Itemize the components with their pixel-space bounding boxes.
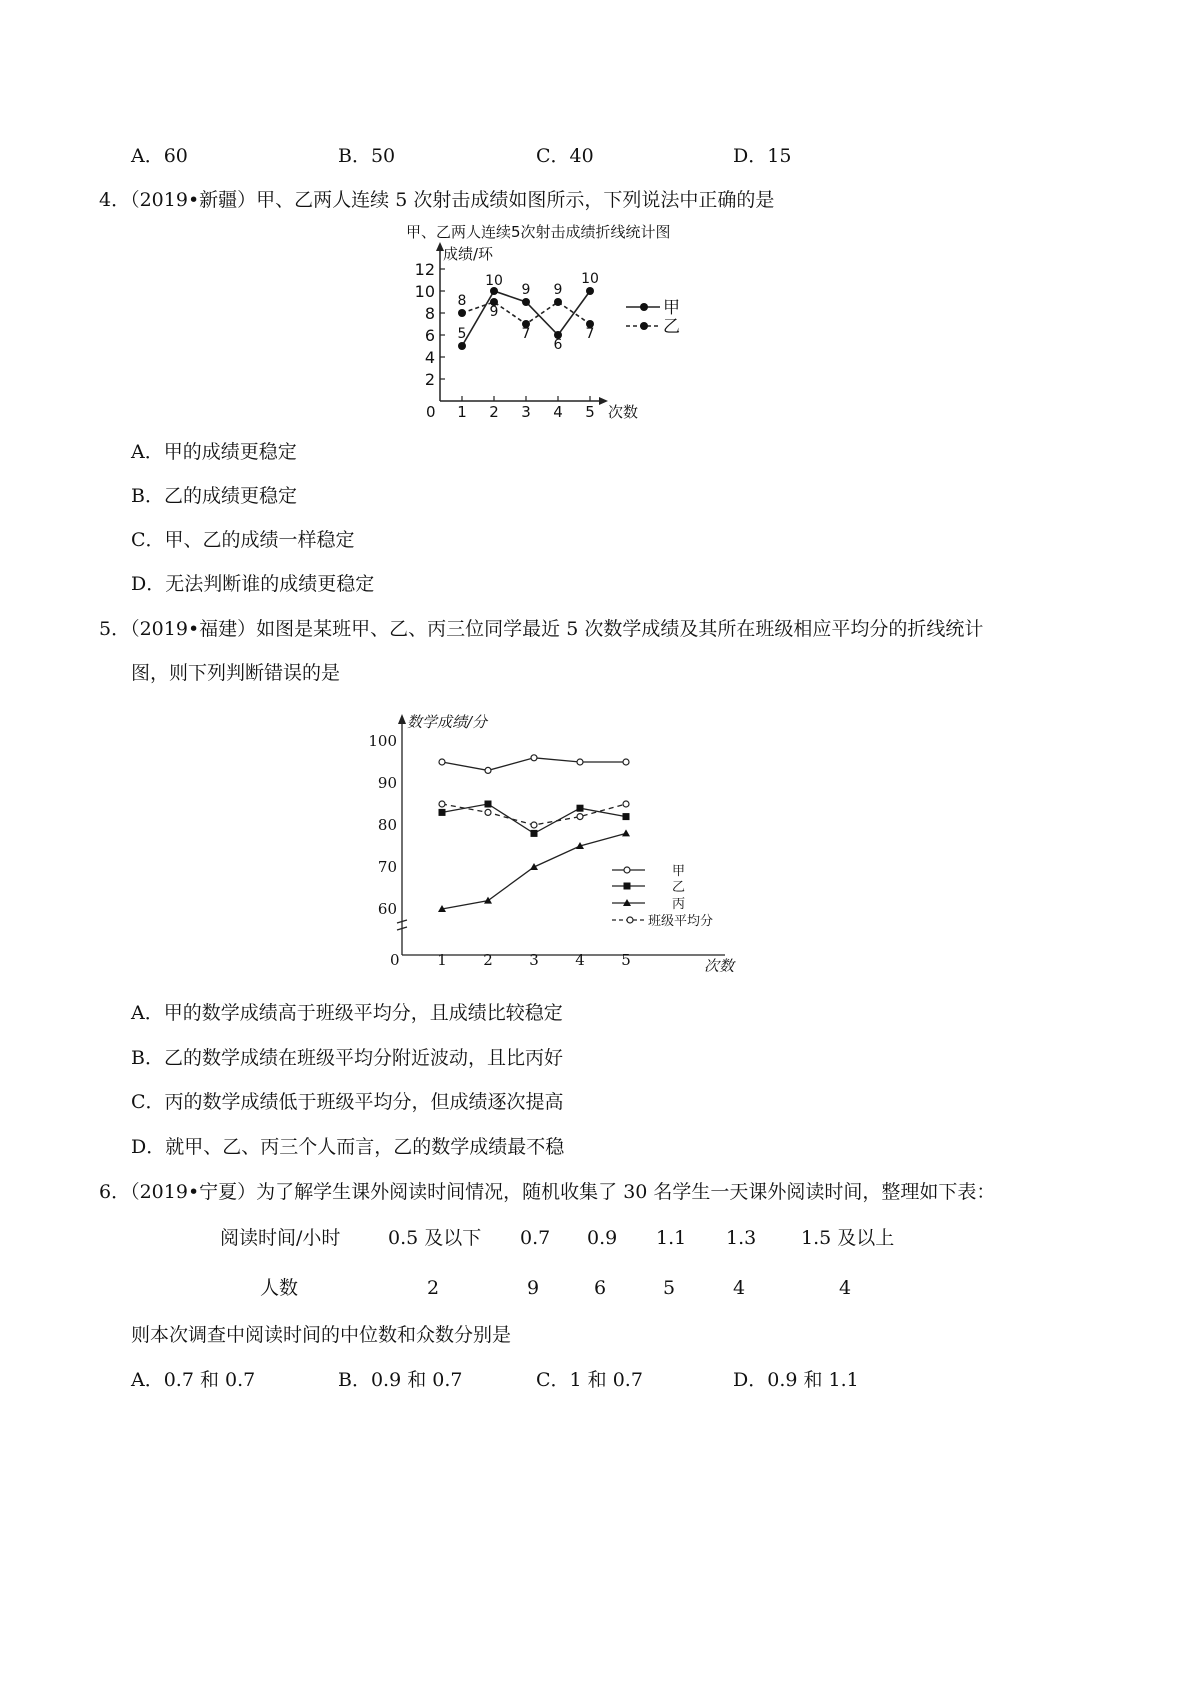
table-cell: 9 bbox=[527, 1277, 540, 1299]
table-header-cell: 0.7 bbox=[520, 1227, 551, 1249]
chart1-y-tick-label: 12 bbox=[414, 260, 435, 279]
chart1-x-tick-label: 5 bbox=[585, 403, 595, 421]
chart2-data-point bbox=[531, 822, 537, 828]
chart1-x-tick-label: 2 bbox=[489, 403, 499, 421]
table-header-cell: 0.5 及以下 bbox=[388, 1227, 482, 1249]
chart2-legend-label-jia: 甲 bbox=[672, 864, 686, 879]
chart1-y-tick-label: 8 bbox=[424, 304, 435, 323]
chart2-legend-marker-yi bbox=[624, 883, 631, 890]
chart1-legend-label-jia: 甲 bbox=[663, 298, 680, 318]
chart2-x-tick-label: 3 bbox=[529, 951, 539, 969]
chart1-data-label: 7 bbox=[585, 326, 595, 342]
chart2-data-point bbox=[485, 809, 491, 815]
chart2-data-point bbox=[439, 759, 445, 765]
chart2-legend bbox=[612, 864, 713, 929]
q5-stem-line1: 5．（2019•福建）如图是某班甲、乙、丙三位同学最近 5 次数学成绩及其所在班级相应平均分的折线统计 bbox=[99, 618, 984, 640]
chart2-data-point bbox=[485, 801, 492, 808]
chart2-data-point bbox=[623, 759, 629, 765]
chart1-legend-label-yi: 乙 bbox=[663, 317, 680, 337]
table-row-label-count: 人数 bbox=[260, 1277, 299, 1299]
q5-option-a: A．甲的数学成绩高于班级平均分，且成绩比较稳定 bbox=[131, 1002, 563, 1024]
chart1-data-label: 6 bbox=[553, 337, 563, 353]
table-header-cell: 0.9 bbox=[587, 1227, 618, 1249]
chart2-data-point bbox=[623, 801, 629, 807]
chart2-data-point bbox=[577, 805, 584, 812]
chart2-legend-label-avg: 班级平均分 bbox=[648, 914, 714, 929]
chart2-data-point bbox=[622, 829, 630, 836]
chart2-y-tick-label: 100 bbox=[368, 732, 397, 750]
chart2-y-arrow bbox=[398, 714, 406, 724]
chart2-legend-label-bing: 丙 bbox=[672, 897, 686, 912]
chart2-y-axis-label: 数学成绩/分 bbox=[407, 713, 488, 731]
chart2-data-point bbox=[439, 809, 446, 816]
chart2-x-tick-label: 4 bbox=[575, 951, 585, 969]
q5-stem-line2: 图，则下列判断错误的是 bbox=[131, 662, 341, 684]
chart2-data-point bbox=[577, 814, 583, 820]
chart2-data-point bbox=[485, 767, 491, 773]
chart2-series-line bbox=[442, 833, 626, 909]
table-cell: 4 bbox=[839, 1277, 852, 1299]
chart1-data-point bbox=[458, 309, 466, 317]
chart1-data-label: 5 bbox=[457, 326, 467, 342]
q3-option-d: D．15 bbox=[733, 145, 792, 167]
chart2-legend-label-yi: 乙 bbox=[672, 880, 686, 895]
table-cell: 5 bbox=[663, 1277, 676, 1299]
table-cell: 2 bbox=[427, 1277, 440, 1299]
table-header-cell: 1.5 及以上 bbox=[801, 1227, 895, 1249]
chart1-data-label: 7 bbox=[521, 326, 531, 342]
table-cell: 6 bbox=[594, 1277, 607, 1299]
chart1-title: 甲、乙两人连续5次射击成绩折线统计图 bbox=[406, 223, 671, 241]
table-header-cell: 1.3 bbox=[726, 1227, 757, 1249]
chart2-x-axis-label: 次数 bbox=[704, 957, 735, 975]
chart1-data-label: 8 bbox=[457, 293, 467, 309]
chart1-x-tick-label: 3 bbox=[521, 403, 531, 421]
chart1-origin-label: 0 bbox=[426, 403, 436, 421]
chart1-y-tick-label: 2 bbox=[424, 370, 435, 389]
chart2-origin-label: 0 bbox=[390, 951, 400, 969]
chart2-data-point bbox=[531, 755, 537, 761]
chart1-y-axis-label: 成绩/环 bbox=[443, 245, 494, 263]
chart1-data-label: 9 bbox=[489, 304, 499, 320]
chart1-x-axis-label: 次数 bbox=[608, 403, 639, 421]
chart1-data-point bbox=[586, 287, 594, 295]
chart1-legend bbox=[626, 298, 680, 337]
q6-option-d: D．0.9 和 1.1 bbox=[733, 1369, 859, 1391]
chart1-data-label: 10 bbox=[581, 271, 599, 287]
q6-option-a: A．0.7 和 0.7 bbox=[131, 1369, 256, 1391]
table-cell: 4 bbox=[733, 1277, 746, 1299]
chart2-data-point bbox=[531, 830, 538, 837]
chart2-data-point bbox=[439, 801, 445, 807]
chart2-x-tick-label: 5 bbox=[621, 951, 631, 969]
chart1-data-point bbox=[458, 342, 466, 350]
q6-question: 则本次调查中阅读时间的中位数和众数分别是 bbox=[131, 1324, 512, 1346]
chart1-x-arrow bbox=[599, 397, 608, 405]
q5-option-d: D．就甲、乙、丙三个人而言，乙的数学成绩最不稳 bbox=[131, 1136, 565, 1158]
q5-option-c: C．丙的数学成绩低于班级平均分，但成绩逐次提高 bbox=[131, 1091, 564, 1113]
chart2-data-point bbox=[530, 863, 538, 870]
q6-stem: 6．（2019•宁夏）为了解学生课外阅读时间情况，随机收集了 30 名学生一天课外阅读时间，整理如下表： bbox=[99, 1181, 996, 1203]
chart1-data-label: 9 bbox=[553, 282, 563, 298]
chart1-legend-marker-yi bbox=[640, 322, 648, 330]
chart2-legend-marker-avg bbox=[627, 917, 633, 923]
q3-option-a: A．60 bbox=[131, 145, 188, 167]
q3-option-c: C．40 bbox=[536, 145, 594, 167]
q6-option-c: C．1 和 0.7 bbox=[536, 1369, 643, 1391]
q4-stem: 4．（2019•新疆）甲、乙两人连续 5 次射击成绩如图所示，下列说法中正确的是 bbox=[99, 189, 775, 211]
shooting-score-chart bbox=[400, 218, 720, 424]
chart1-data-point bbox=[522, 298, 530, 306]
chart2-y-tick-label: 60 bbox=[377, 900, 397, 918]
chart2-legend-marker-jia bbox=[624, 867, 630, 873]
q4-option-b: B．乙的成绩更稳定 bbox=[131, 485, 297, 507]
chart2-y-tick-label: 80 bbox=[377, 816, 397, 834]
chart2-data-point bbox=[577, 759, 583, 765]
chart2-x-tick-label: 1 bbox=[437, 951, 447, 969]
chart2-data-point bbox=[623, 813, 630, 820]
q4-option-a: A．甲的成绩更稳定 bbox=[131, 441, 297, 463]
chart2-y-tick-label: 70 bbox=[377, 858, 397, 876]
table-header-reading-time: 阅读时间/小时 bbox=[220, 1227, 341, 1249]
chart1-legend-marker-jia bbox=[640, 303, 648, 311]
chart1-data-point bbox=[554, 298, 562, 306]
q4-option-d: D．无法判断谁的成绩更稳定 bbox=[131, 573, 375, 595]
q5-option-b: B．乙的数学成绩在班级平均分附近波动，且比丙好 bbox=[131, 1047, 563, 1069]
chart1-x-tick-label: 4 bbox=[553, 403, 563, 421]
chart1-data-label: 10 bbox=[485, 273, 503, 289]
chart1-y-tick-label: 6 bbox=[424, 326, 435, 345]
q4-option-c: C．甲、乙的成绩一样稳定 bbox=[131, 529, 355, 551]
q3-option-b: B．50 bbox=[338, 145, 396, 167]
chart1-y-tick-label: 10 bbox=[414, 282, 435, 301]
table-header-cell: 1.1 bbox=[656, 1227, 687, 1249]
chart1-data-label: 9 bbox=[521, 282, 531, 298]
chart2-x-tick-label: 2 bbox=[483, 951, 493, 969]
chart1-y-tick-label: 4 bbox=[424, 348, 435, 367]
math-score-chart bbox=[368, 700, 760, 985]
q6-option-b: B．0.9 和 0.7 bbox=[338, 1369, 463, 1391]
chart1-x-tick-label: 1 bbox=[457, 403, 467, 421]
chart2-y-tick-label: 90 bbox=[377, 774, 397, 792]
chart2-data-point bbox=[484, 897, 492, 904]
